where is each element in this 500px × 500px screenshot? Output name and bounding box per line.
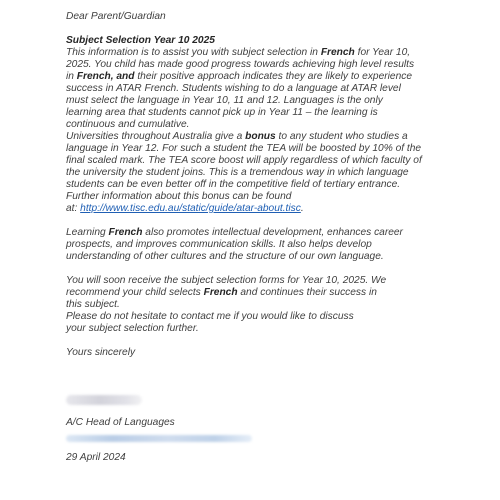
paragraph-line: continuous and cumulative. bbox=[66, 119, 190, 130]
text-run: their positive approach indicates they are likely to experience bbox=[134, 71, 412, 82]
text-run: also promotes intellectual development, enhances career bbox=[142, 227, 403, 238]
paragraph-intro bbox=[66, 47, 486, 131]
text-run: . bbox=[300, 203, 304, 214]
paragraph-recommendation bbox=[66, 275, 486, 335]
text-run: in bbox=[66, 71, 77, 82]
paragraph-line bbox=[66, 71, 486, 83]
paragraph-benefits bbox=[66, 227, 486, 263]
paragraph-line: your subject selection further. bbox=[66, 323, 199, 334]
subject-name: French bbox=[203, 287, 238, 298]
paragraph-line: Please do not hesitate to contact me if you would like to discuss bbox=[66, 311, 354, 322]
paragraph-line: language in Year 12. For such a student the TEA will be boosted by 10% of the bbox=[66, 143, 422, 154]
text-run: to any student who studies a bbox=[275, 131, 408, 142]
letter-date: 29 April 2024 bbox=[66, 452, 126, 463]
text-run: Universities throughout Australia give a bbox=[66, 131, 246, 142]
paragraph-line: You will soon receive the subject selection forms for Year 10, 2025. We bbox=[66, 275, 387, 286]
paragraph-line bbox=[66, 47, 486, 59]
signer-role: A/C Head of Languages bbox=[66, 417, 175, 428]
redacted-email-link bbox=[66, 435, 252, 442]
paragraph-line: must select the language in Year 10, 11 and 12. Languages is the only bbox=[66, 95, 383, 106]
salutation: Dear Parent/Guardian bbox=[66, 11, 166, 22]
text-run: and bbox=[113, 71, 135, 82]
paragraph-bonus bbox=[66, 131, 486, 215]
paragraph-line: understanding of other cultures and the structure of our own language. bbox=[66, 251, 384, 262]
paragraph-line: 2025. You child has made good progress towards achieving high level results bbox=[66, 59, 415, 70]
letter-body bbox=[66, 11, 486, 464]
text-run: recommend your child selects bbox=[66, 287, 204, 298]
text-run: Learning bbox=[66, 227, 109, 238]
text-run: at: bbox=[66, 203, 81, 214]
paragraph-line: final scaled mark. The TEA score boost will apply regardless of which faculty of bbox=[66, 155, 422, 166]
paragraph-line bbox=[66, 131, 486, 143]
letter-title: Subject Selection Year 10 2025 bbox=[66, 35, 215, 46]
paragraph-line bbox=[66, 227, 486, 239]
paragraph-line: learning area that students cannot pick up in Year 11 – the learning is bbox=[66, 107, 378, 118]
paragraph-line: success in ATAR French. Students wishing to do a language at ATAR level bbox=[66, 83, 401, 94]
text-run: for Year 10, bbox=[354, 47, 411, 58]
subject-name: French, bbox=[76, 71, 114, 82]
paragraph-line: prospects, and improves communication skills. It also helps develop bbox=[66, 239, 372, 250]
closing: Yours sincerely bbox=[66, 347, 136, 358]
paragraph-line: this subject. bbox=[66, 299, 120, 310]
paragraph-line bbox=[66, 203, 486, 215]
paragraph-line: students can be even better off in the competitive field of tertiary entrance. bbox=[66, 179, 401, 190]
subject-name: French bbox=[108, 227, 143, 238]
subject-name: French bbox=[320, 47, 355, 58]
redacted-signer-name bbox=[66, 395, 142, 405]
tisc-link[interactable]: http://www.tisc.edu.au/static/guide/atar-about.tisc bbox=[80, 203, 301, 214]
bonus-emphasis: bonus bbox=[245, 131, 276, 142]
text-run: and continues their success in bbox=[237, 287, 377, 298]
paragraph-line bbox=[66, 287, 486, 299]
paragraph-line: Further information about this bonus can be found bbox=[66, 191, 292, 202]
text-run: This information is to assist you with subject selection in bbox=[66, 47, 321, 58]
paragraph-line: the university the student joins. This is a tremendous way in which language bbox=[66, 167, 409, 178]
